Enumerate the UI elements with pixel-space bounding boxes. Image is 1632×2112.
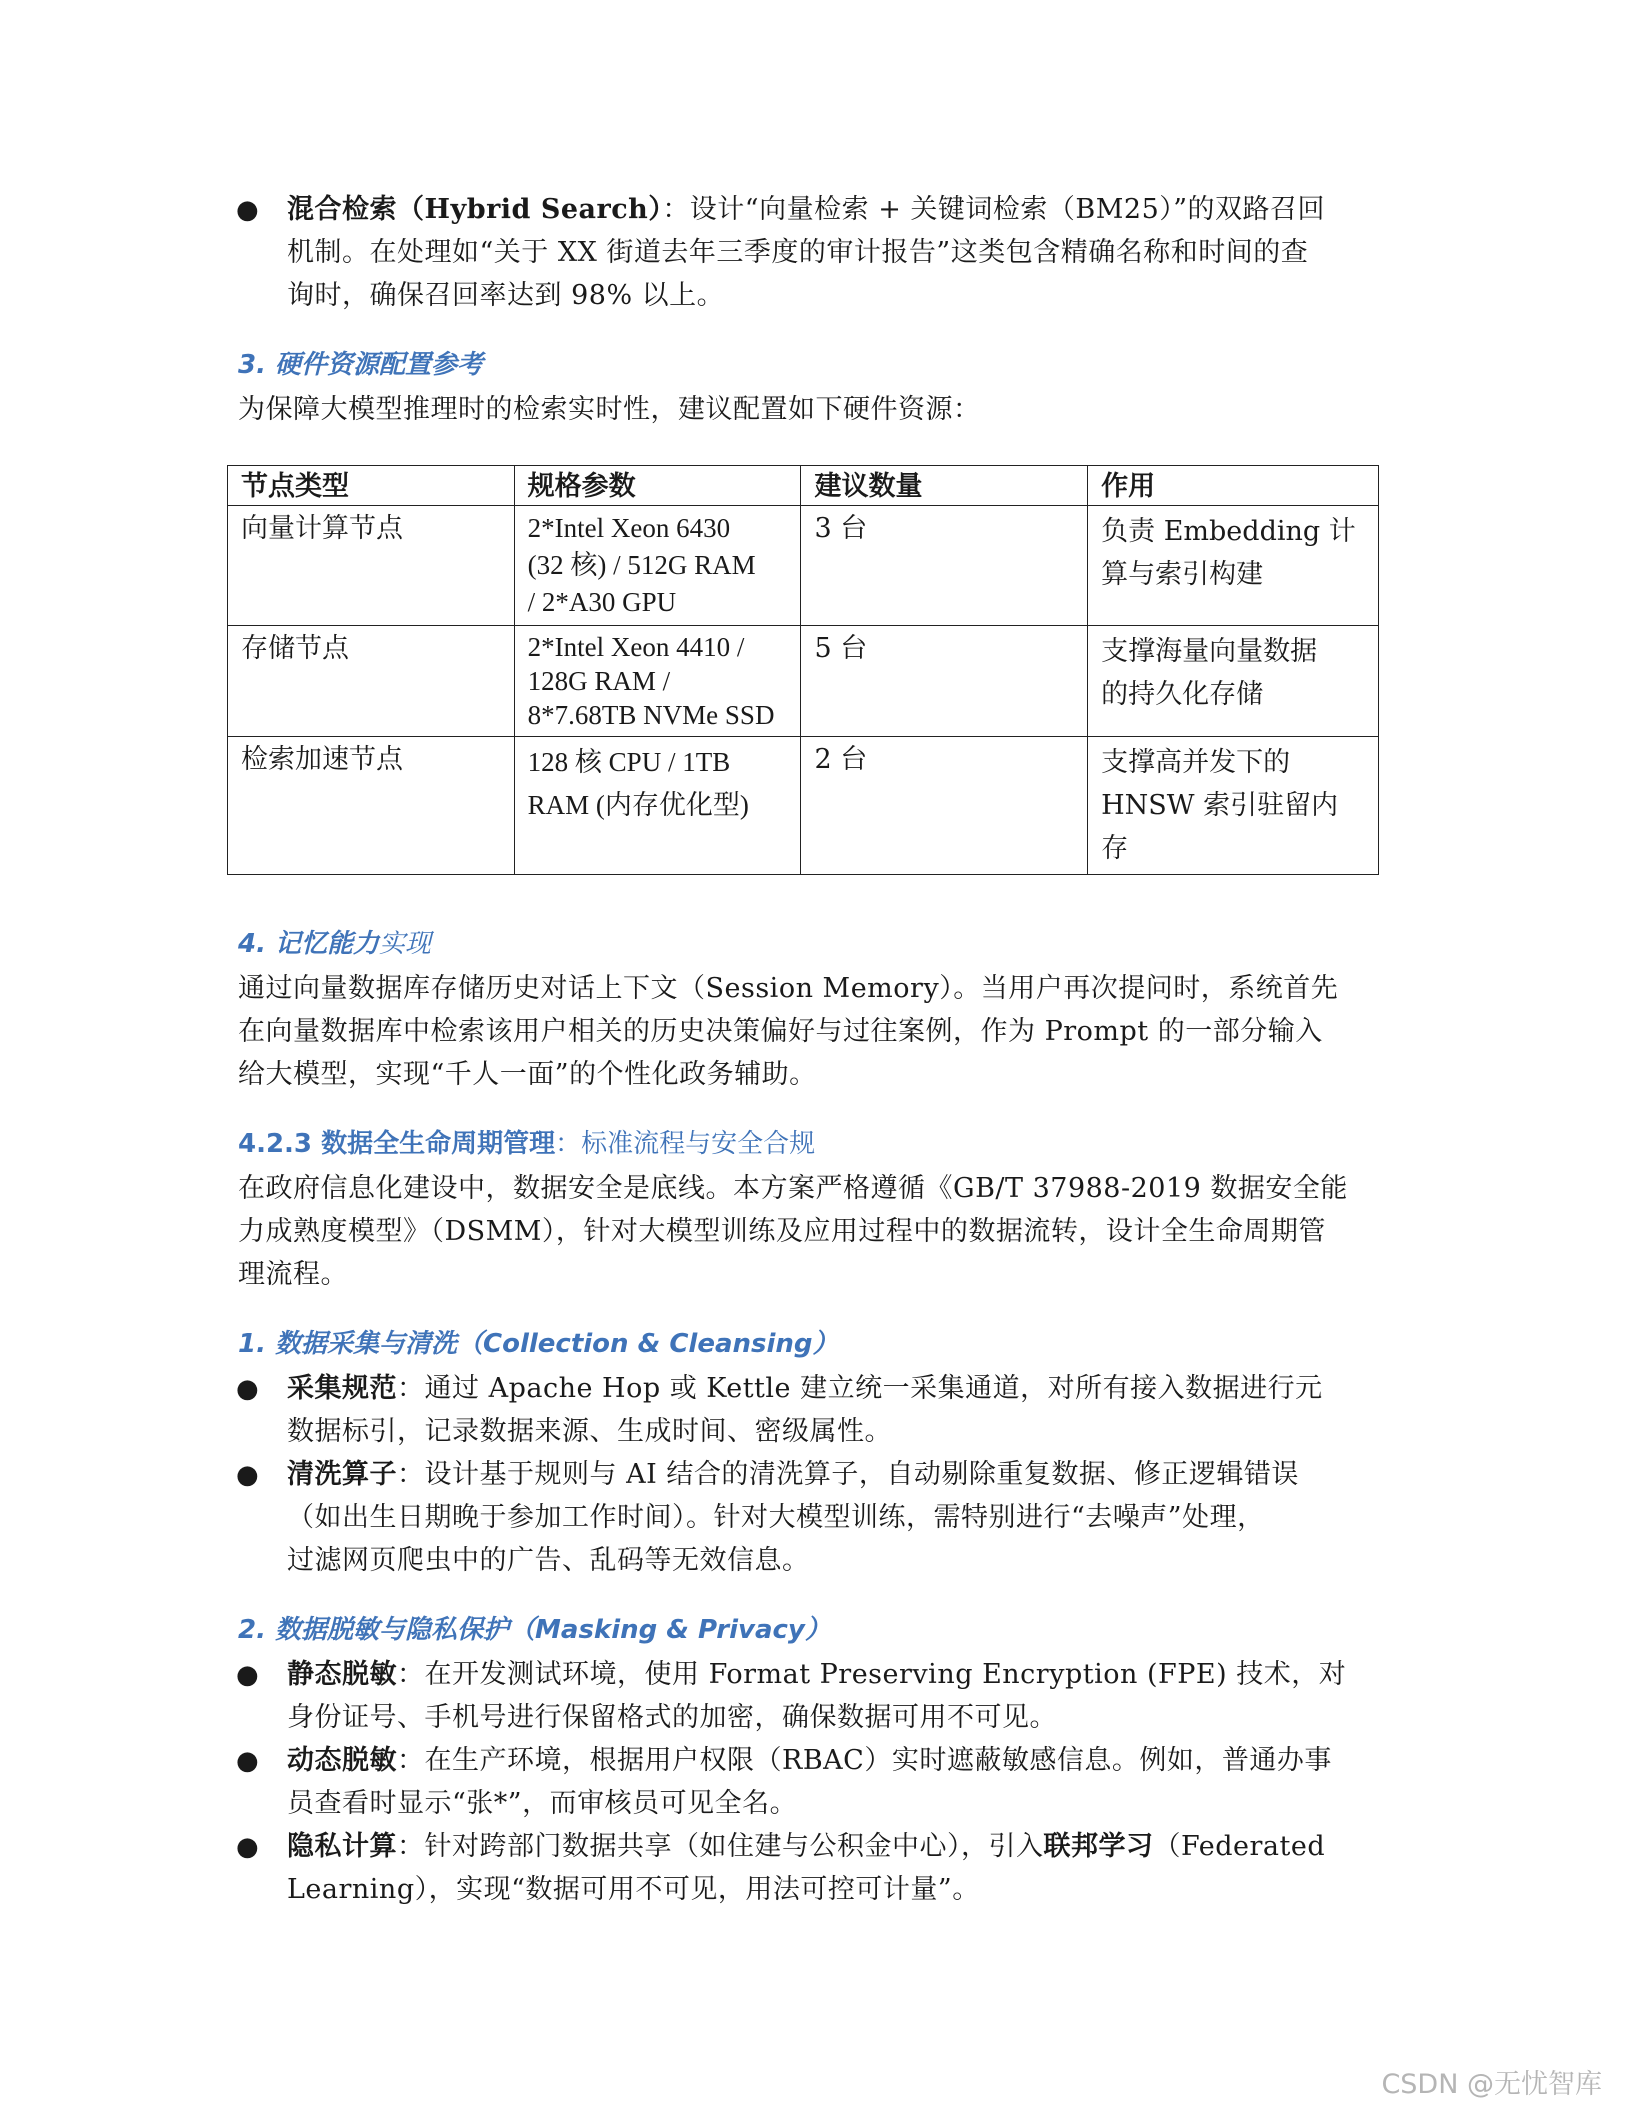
spec-line: 2*Intel Xeon 6430 <box>527 513 731 543</box>
table-row <box>228 737 1379 875</box>
collection-item-1-label: 采集规范 <box>287 1373 397 1404</box>
role-line: 的持久化存储 <box>1101 679 1264 710</box>
lifecycle-heading-b: ：标准流程与安全合规 <box>555 1129 816 1159</box>
cell-type-text: 存储节点 <box>241 633 349 664</box>
masking-item-2-label: 动态脱敏 <box>287 1745 397 1776</box>
lifecycle-line-1: 在政府信息化建设中，数据安全是底线。本方案严格遵循《GB/T 37988-2019 数据安全能 <box>238 1173 1348 1204</box>
bullet-dot: ● <box>236 195 259 225</box>
masking-item-1-line-1 <box>287 1653 1346 1697</box>
role-line: 支撑高并发下的 <box>1101 747 1291 778</box>
lifecycle-line-2: 力成熟度模型》（DSMM），针对大模型训练及应用过程中的数据流转，设计全生命周期管 <box>238 1216 1326 1247</box>
bullet-dot: ● <box>236 1374 259 1404</box>
spec-line: RAM (内存优化型) <box>527 790 749 820</box>
cell-type-text: 检索加速节点 <box>241 744 403 775</box>
cell-count <box>801 626 1088 737</box>
lifecycle-line-3: 理流程。 <box>238 1259 348 1290</box>
cell-type <box>228 737 515 875</box>
spec-line: 128G RAM / <box>527 666 671 696</box>
cell-spec <box>514 506 801 626</box>
cell-count-text: 2 台 <box>814 744 868 775</box>
bullet-dot: ● <box>236 1460 259 1490</box>
masking-item-1-text: ：在开发测试环境，使用 Format Preserving Encryption (FPE) 技术，对 <box>397 1659 1347 1690</box>
collection-item-2-text: ：设计基于规则与 AI 结合的清洗算子，自动剔除重复数据、修正逻辑错误 <box>397 1459 1299 1490</box>
hardware-table <box>227 465 1379 875</box>
memory-line-1: 通过向量数据库存储历史对话上下文（Session Memory）。当用户再次提问时，系统首先 <box>238 973 1339 1004</box>
collection-item-2-line-1 <box>287 1453 1299 1497</box>
masking-item-2-line-1 <box>287 1739 1332 1783</box>
hardware-intro: 为保障大模型推理时的检索实时性，建议配置如下硬件资源： <box>238 394 981 425</box>
memory-line-2: 在向量数据库中检索该用户相关的历史决策偏好与过往案例，作为 Prompt 的一部分输入 <box>238 1016 1323 1047</box>
masking-item-1-label: 静态脱敏 <box>287 1659 397 1690</box>
cell-count <box>801 506 1088 626</box>
bullet-dot: ● <box>236 1660 259 1690</box>
hybrid-line-3: 询时，确保召回率达到 98% 以上。 <box>287 280 725 311</box>
masking-item-2-line-2: 员查看时显示“张*”，而审核员可见全名。 <box>287 1788 798 1819</box>
role-line: HNSW 索引驻留内 <box>1101 790 1339 821</box>
memory-line-3: 给大模型，实现“千人一面”的个性化政务辅助。 <box>238 1059 817 1090</box>
cell-type <box>228 506 515 626</box>
table-row <box>228 626 1379 737</box>
header-node-type: 节点类型 <box>228 466 515 506</box>
cell-count-text: 5 台 <box>814 633 868 664</box>
collection-item-2-line-2: （如出生日期晚于参加工作时间）。针对大模型训练，需特别进行“去噪声”处理， <box>287 1502 1265 1533</box>
hybrid-label: 混合检索（Hybrid Search） <box>287 194 663 225</box>
collection-item-1-text: ：通过 Apache Hop 或 Kettle 建立统一采集通道，对所有接入数据进行元 <box>397 1373 1323 1404</box>
cell-count-text: 3 台 <box>814 513 868 544</box>
collection-item-2-label: 清洗算子 <box>287 1459 397 1490</box>
header-count: 建议数量 <box>801 466 1088 506</box>
masking-item-2-text: ：在生产环境，根据用户权限（RBAC）实时遮蔽敏感信息。例如，普通办事 <box>397 1745 1332 1776</box>
cell-role <box>1088 506 1379 626</box>
table-header-row <box>228 466 1379 506</box>
csdn-watermark: CSDN @无忧智库 <box>1381 2069 1602 2100</box>
cell-count <box>801 737 1088 875</box>
bullet-dot: ● <box>236 1746 259 1776</box>
cell-spec <box>514 737 801 875</box>
role-line: 负责 Embedding 计 <box>1101 516 1356 547</box>
role-line: 算与索引构建 <box>1101 559 1264 590</box>
masking-heading: 2. 数据脱敏与隐私保护（Masking & Privacy） <box>238 1615 831 1645</box>
masking-item-3-label: 隐私计算 <box>287 1831 397 1862</box>
memory-heading-a: 4. 记忆 <box>238 929 328 959</box>
header-role: 作用 <box>1088 466 1379 506</box>
collection-item-2-line-3: 过滤网页爬虫中的广告、乱码等无效信息。 <box>287 1545 810 1576</box>
role-line: 存 <box>1101 833 1129 864</box>
cell-role <box>1088 737 1379 875</box>
cell-type <box>228 626 515 737</box>
cell-type-text: 向量计算节点 <box>241 513 403 544</box>
lifecycle-heading-a: 4.2.3 数据全生命周期管理 <box>238 1129 556 1159</box>
collection-item-1-line-2: 数据标引，记录数据来源、生成时间、密级属性。 <box>287 1416 892 1447</box>
spec-line: 2*Intel Xeon 4410 / <box>527 632 745 662</box>
spec-line: 128 核 CPU / 1TB <box>527 747 731 777</box>
spec-line: / 2*A30 GPU <box>527 587 677 617</box>
collection-item-1-line-1 <box>287 1367 1323 1411</box>
masking-item-1-line-2: 身份证号、手机号进行保留格式的加密，确保数据可用不可见。 <box>287 1702 1057 1733</box>
cell-spec <box>514 626 801 737</box>
role-line: 支撑海量向量数据 <box>1101 636 1318 667</box>
masking-item-3-text-b: 联邦学习 <box>1043 1831 1154 1862</box>
table-row <box>228 506 1379 626</box>
masking-item-3-text-a: ：针对跨部门数据共享（如住建与公积金中心），引入 <box>397 1831 1044 1862</box>
hybrid-line-1 <box>287 188 1325 232</box>
header-spec: 规格参数 <box>514 466 801 506</box>
hybrid-line-2: 机制。在处理如“关于 XX 街道去年三季度的审计报告”这类包含精确名称和时间的查 <box>287 237 1309 268</box>
bullet-dot: ● <box>236 1832 259 1862</box>
cell-role <box>1088 626 1379 737</box>
hybrid-line-1-text: ：设计“向量检索 + 关键词检索（BM25）”的双路召回 <box>662 194 1326 225</box>
memory-heading-c: 实现 <box>379 929 432 959</box>
memory-heading-b: 能力 <box>327 929 380 959</box>
spec-line: 8*7.68TB NVMe SSD <box>527 700 775 730</box>
memory-heading <box>238 924 431 964</box>
hardware-heading: 3. 硬件资源配置参考 <box>238 350 484 380</box>
collection-heading: 1. 数据采集与清洗（Collection & Cleansing） <box>238 1329 839 1359</box>
lifecycle-heading <box>238 1124 815 1164</box>
masking-item-3-line-2: Learning），实现“数据可用不可见，用法可控可计量”。 <box>287 1874 980 1905</box>
masking-item-3-text-c: （Federated <box>1153 1831 1326 1862</box>
spec-line: (32 核) / 512G RAM <box>527 550 756 580</box>
masking-item-3-line-1 <box>287 1825 1325 1869</box>
